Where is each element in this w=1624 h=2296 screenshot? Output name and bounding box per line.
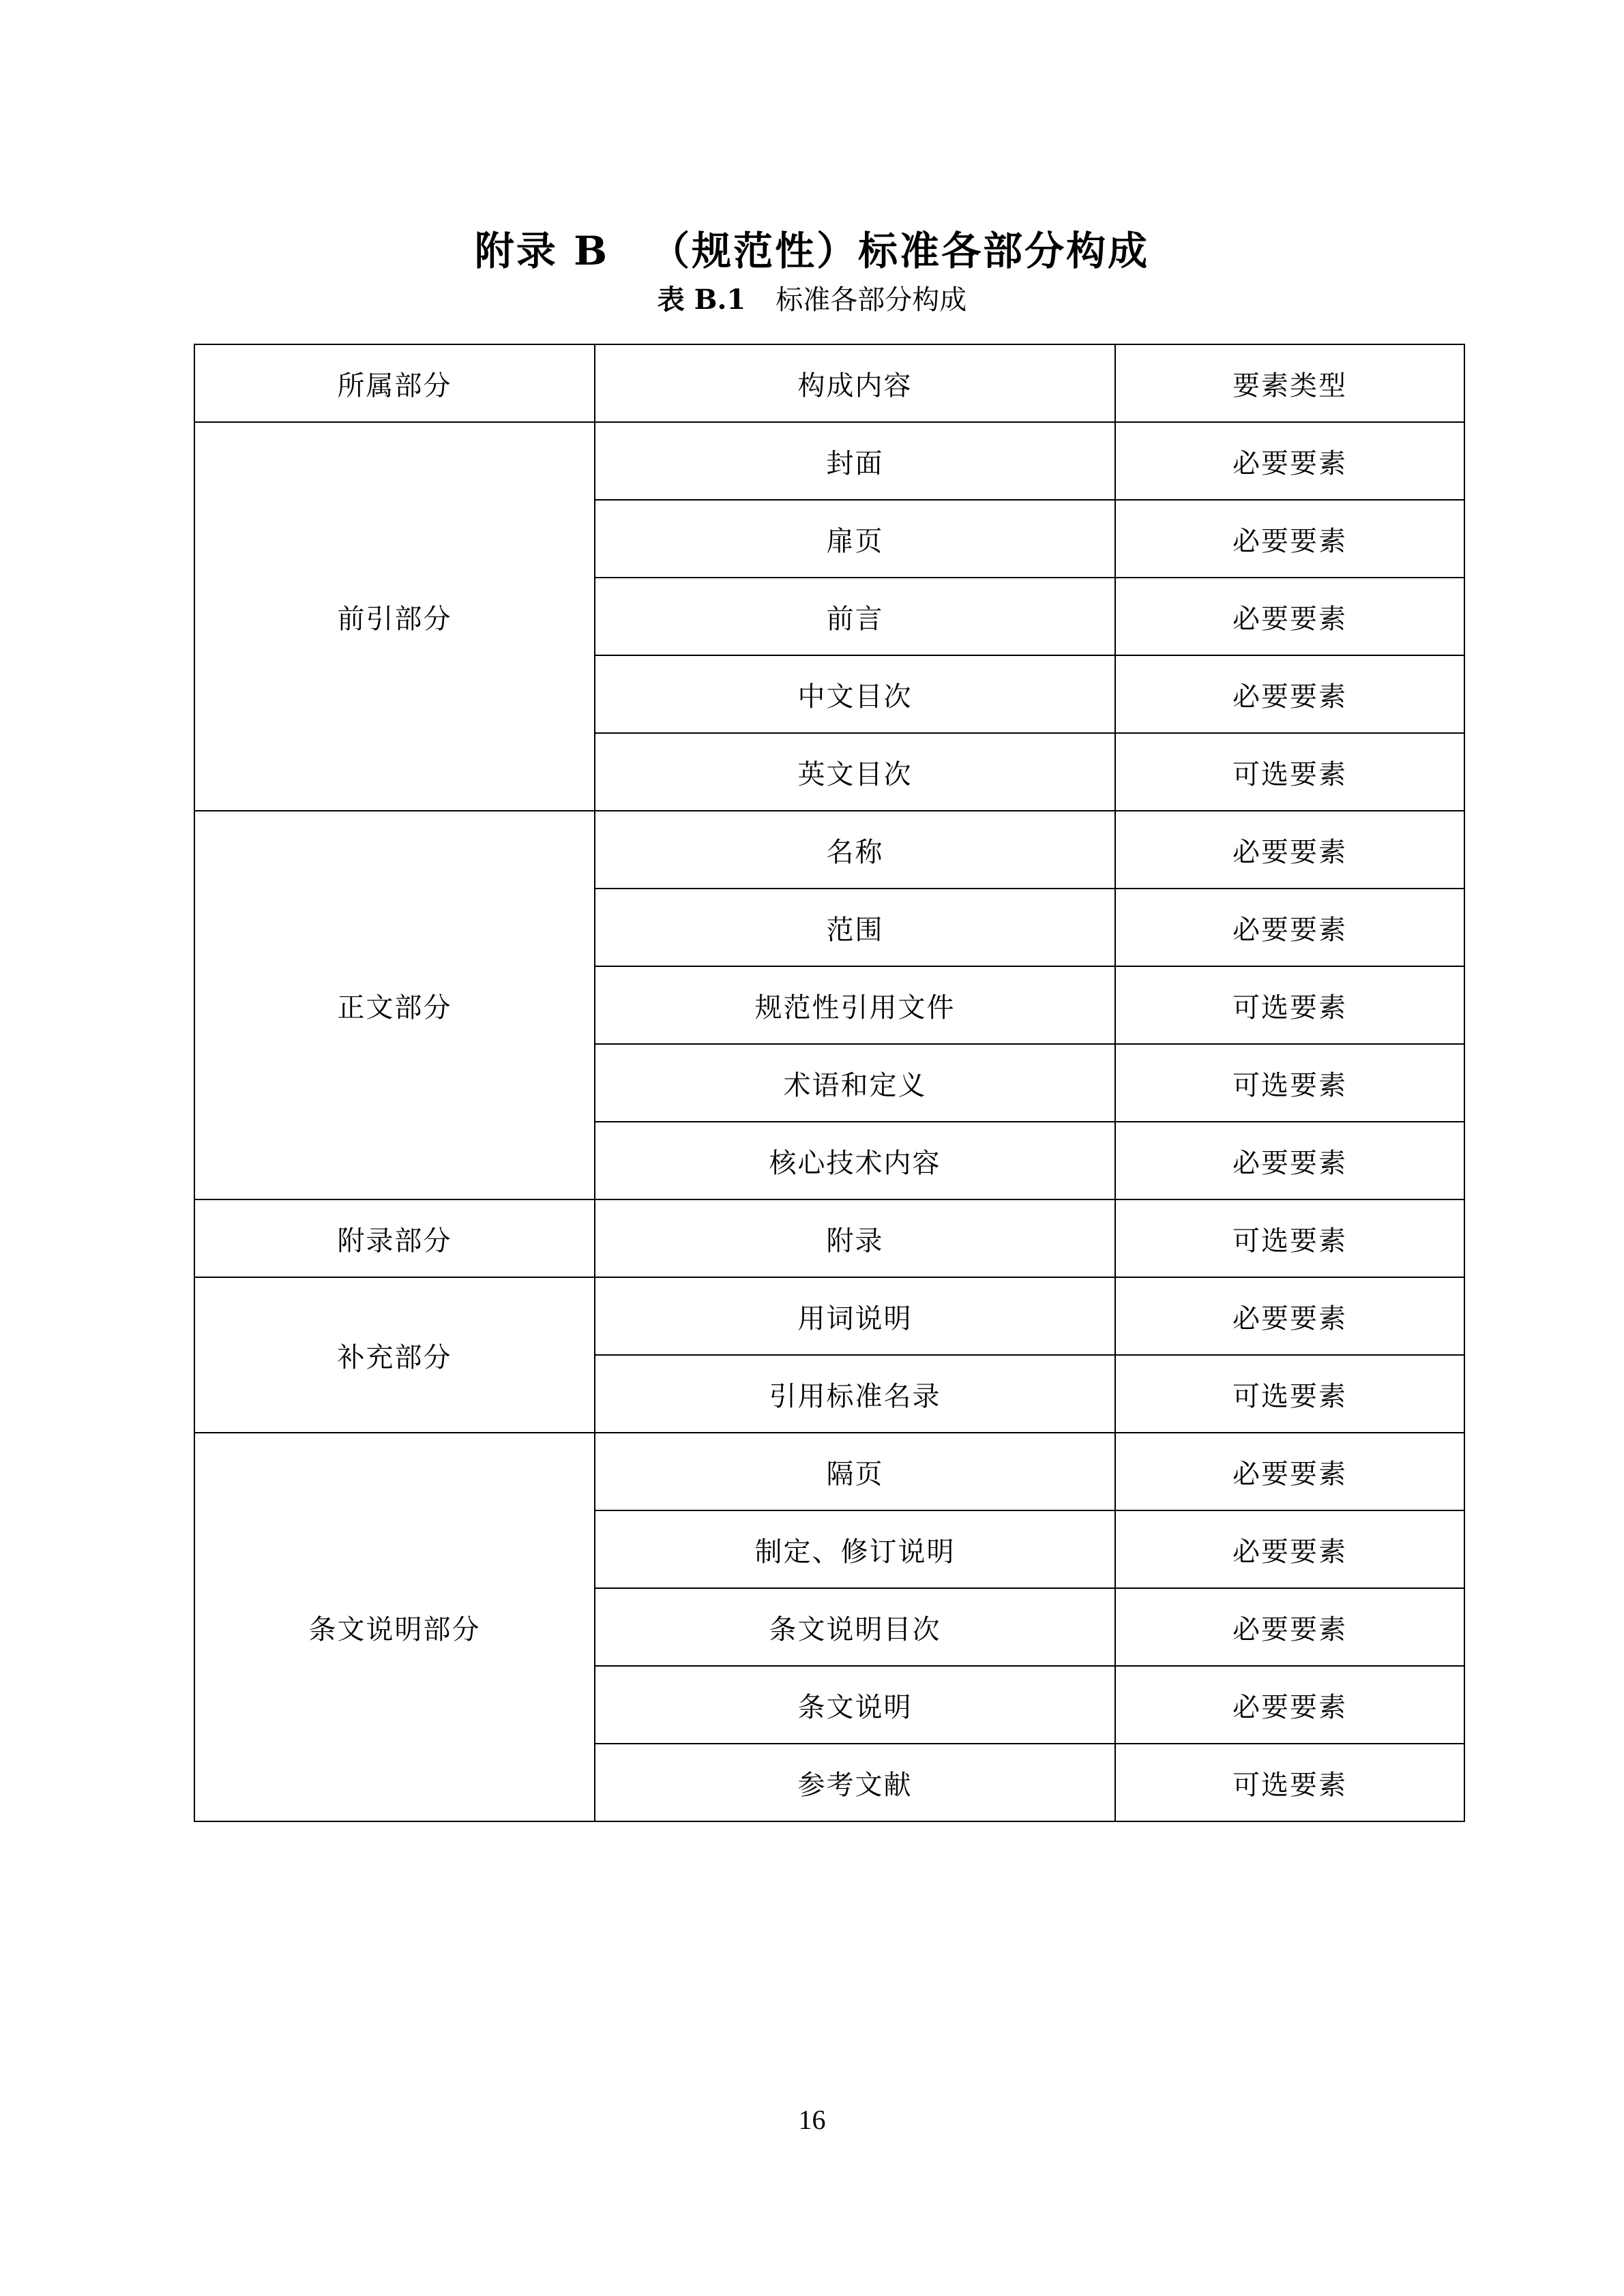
content-cell: 制定、修订说明 <box>595 1510 1115 1588</box>
content-cell: 参考文献 <box>595 1744 1115 1821</box>
header-content: 构成内容 <box>595 344 1115 422</box>
table-body <box>194 422 1464 1821</box>
content-cell: 扉页 <box>595 500 1115 578</box>
type-cell: 必要要素 <box>1115 1588 1464 1666</box>
content-cell: 中文目次 <box>595 655 1115 733</box>
type-cell: 必要要素 <box>1115 500 1464 578</box>
table-header <box>194 344 1464 422</box>
table-row <box>194 1277 1464 1355</box>
content-cell: 术语和定义 <box>595 1044 1115 1122</box>
type-cell: 必要要素 <box>1115 811 1464 889</box>
content-cell: 名称 <box>595 811 1115 889</box>
content-cell: 条文说明 <box>595 1666 1115 1744</box>
page-number: 16 <box>798 2104 826 2135</box>
table-caption-text: 标准各部分构成 <box>776 284 967 316</box>
type-cell: 可选要素 <box>1115 966 1464 1044</box>
content-cell: 引用标准名录 <box>595 1355 1115 1433</box>
type-cell: 可选要素 <box>1115 1044 1464 1122</box>
page-title <box>0 219 1624 276</box>
table-row <box>194 811 1464 889</box>
content-cell: 核心技术内容 <box>595 1122 1115 1199</box>
content-cell: 条文说明目次 <box>595 1588 1115 1666</box>
content-cell: 英文目次 <box>595 733 1115 811</box>
table-caption <box>0 278 1624 317</box>
type-cell: 必要要素 <box>1115 889 1464 966</box>
type-cell: 可选要素 <box>1115 1744 1464 1821</box>
type-cell: 必要要素 <box>1115 578 1464 655</box>
content-cell: 隔页 <box>595 1433 1115 1510</box>
type-cell: 必要要素 <box>1115 655 1464 733</box>
part-cell: 条文说明部分 <box>194 1433 595 1821</box>
type-cell: 可选要素 <box>1115 1199 1464 1277</box>
content-cell: 范围 <box>595 889 1115 966</box>
table-row <box>194 422 1464 500</box>
type-cell: 必要要素 <box>1115 1510 1464 1588</box>
content-cell: 规范性引用文件 <box>595 966 1115 1044</box>
content-cell: 前言 <box>595 578 1115 655</box>
type-cell: 可选要素 <box>1115 733 1464 811</box>
type-cell: 必要要素 <box>1115 422 1464 500</box>
appendix-name: （规范性）标准各部分构成 <box>650 227 1150 274</box>
table-row <box>194 1433 1464 1510</box>
table-number: 表 B.1 <box>657 284 746 316</box>
header-type: 要素类型 <box>1115 344 1464 422</box>
type-cell: 必要要素 <box>1115 1433 1464 1510</box>
content-cell: 封面 <box>595 422 1115 500</box>
type-cell: 必要要素 <box>1115 1122 1464 1199</box>
composition-table <box>194 344 1465 1822</box>
part-cell: 补充部分 <box>194 1277 595 1433</box>
header-part: 所属部分 <box>194 344 595 422</box>
header-row <box>194 344 1464 422</box>
part-cell: 附录部分 <box>194 1199 595 1277</box>
table-row <box>194 1199 1464 1277</box>
type-cell: 必要要素 <box>1115 1666 1464 1744</box>
content-cell: 附录 <box>595 1199 1115 1277</box>
part-cell: 正文部分 <box>194 811 595 1199</box>
type-cell: 必要要素 <box>1115 1277 1464 1355</box>
type-cell: 可选要素 <box>1115 1355 1464 1433</box>
content-cell: 用词说明 <box>595 1277 1115 1355</box>
appendix-label: 附录 B <box>474 227 610 274</box>
part-cell: 前引部分 <box>194 422 595 811</box>
